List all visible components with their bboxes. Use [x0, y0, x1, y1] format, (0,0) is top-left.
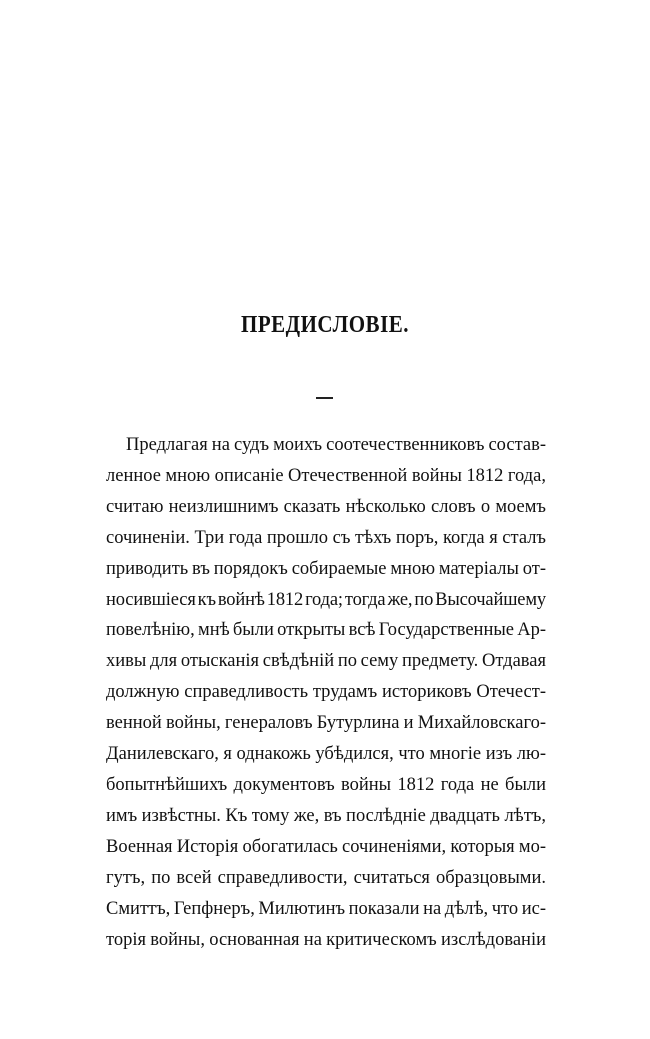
page-heading: ПРЕДИСЛОВІЕ.: [240, 310, 409, 338]
text-line: гутъ, по всей справедливости, считаться образцовыми.: [106, 867, 546, 888]
text-line: повелѣнію, мнѣ были открыты всѣ Государственные Ар-: [106, 620, 546, 641]
text-line: ленное мною описаніе Отечественной войны 1812 года,: [106, 465, 546, 486]
text-line: Военная Исторія обогатилась сочиненіями, которыя мо-: [106, 836, 546, 857]
divider-dash: [316, 397, 333, 399]
text-line: Смиттъ, Гепфнеръ, Милютинъ показали на дѣлѣ, что ис-: [106, 898, 546, 919]
body-text: [106, 430, 546, 955]
text-line: должную справедливость трудамъ историковъ Отечест-: [106, 682, 546, 703]
text-line: Предлагая на судъ моихъ соотечественниковъ состав-: [126, 435, 546, 455]
text-line: бопытнѣйшихъ документовъ войны 1812 года не были: [106, 774, 546, 795]
text-line: носившіеся къ войнѣ 1812 года; тогда же, по Высочайшему: [106, 589, 546, 610]
text-line: хивы для отысканія свѣдѣній по сему предмету. Отдавая: [106, 651, 546, 672]
text-line: имъ извѣстны. Къ тому же, въ послѣдніе двадцать лѣтъ,: [106, 805, 546, 826]
text-line: торія войны, основанная на критическомъ изслѣдованіи: [106, 929, 546, 950]
text-line: считаю неизлишнимъ сказать нѣсколько словъ о моемъ: [106, 496, 546, 517]
text-line: Данилевскаго, я однакожь убѣдился, что многіе изъ лю-: [106, 744, 546, 765]
text-line: приводить въ порядокъ собираемые мною матеріалы от-: [106, 558, 546, 579]
text-line: сочиненіи. Три года прошло съ тѣхъ поръ, когда я сталъ: [106, 527, 546, 548]
text-line: венной войны, генераловъ Бутурлина и Михайловскаго-: [106, 713, 546, 734]
